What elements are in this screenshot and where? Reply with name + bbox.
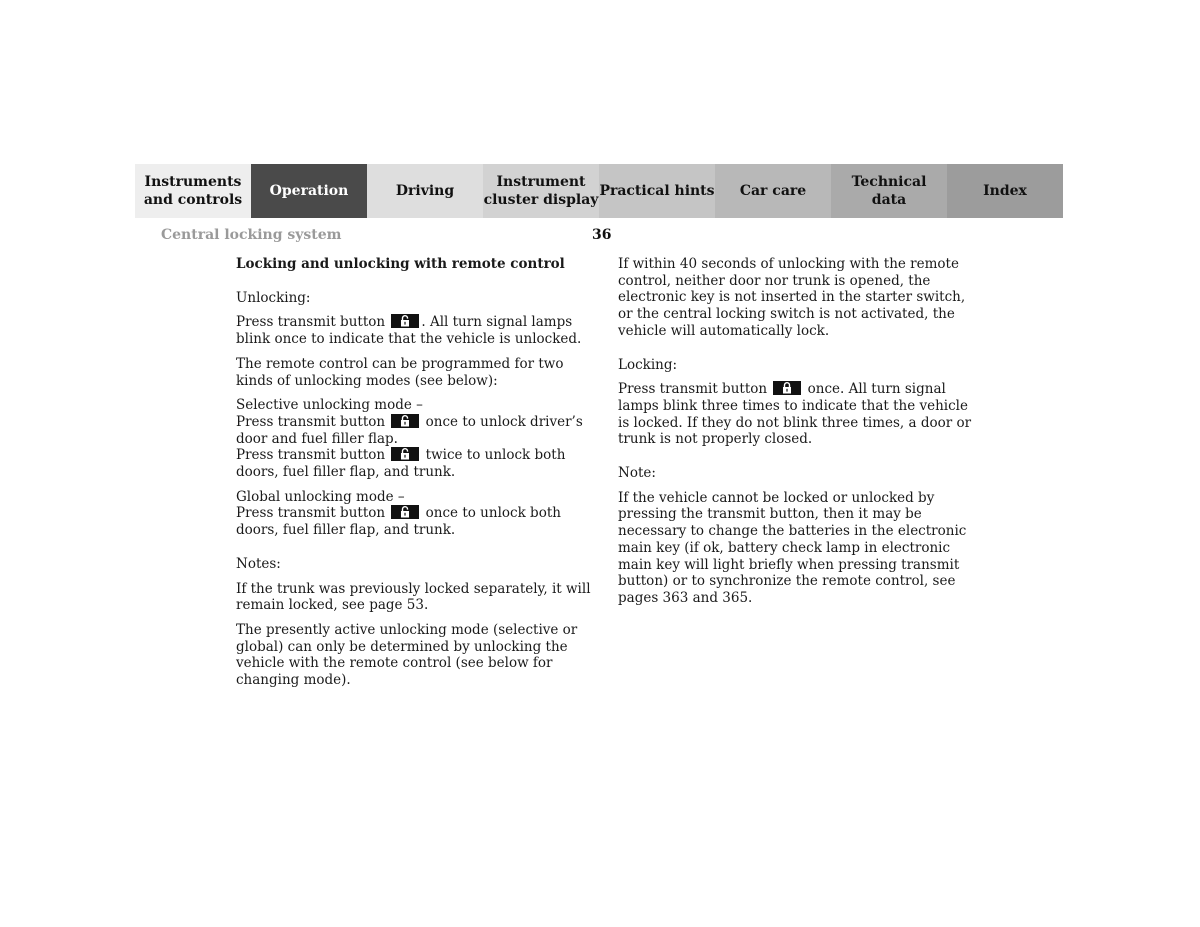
tab-label-line2: and controls [143,192,243,208]
tab-instrument-cluster-display[interactable] [483,164,599,218]
note-text: If the vehicle cannot be locked or unlocked by pressing the transmit button, then it may be necessary to change the batteries in the electronic main key (if ok, battery check lamp in electronic main key will light briefly when pressing transmit button) or to synchronize the remote control, see pages 363 and 365. [618,489,967,606]
unlock-padlock-icon [391,314,419,328]
tab-practical-hints[interactable] [599,164,715,218]
selective-step-2 [236,447,592,480]
instruction-text: . All turn signal lamps blink once to indicate that the vehicle is unlocked. [236,314,582,348]
section-heading: Locking and unlocking with remote control [236,256,565,272]
lock-padlock-icon [773,381,801,395]
note-text: The presently active unlocking mode (selective or global) can only be determined by unlocking the vehicle with the remote control (see below for changing mode). [236,621,578,689]
tab-label-line2: data [871,192,907,208]
left-column [236,256,592,689]
instruction-text: Press transmit button [236,505,386,522]
tab-label-line2: cluster display [483,192,599,208]
global-mode-title: Global unlocking mode – [236,488,405,505]
selective-mode-title: Selective unlocking mode – [236,397,423,414]
tab-label-line1: Instrument [496,174,586,190]
right-column [618,256,974,607]
instruction-text: once to unlock driver’s door and fuel filler flap. [236,413,583,447]
instruction-text: Press transmit button [236,447,386,464]
unlock-padlock-icon [391,447,419,461]
tab-label: Practical hints [599,183,715,199]
note-text: If the trunk was previously locked separately, it will remain locked, see page 53. [236,580,591,614]
modes-intro: The remote control can be programmed for two kinds of unlocking modes (see below): [236,355,564,389]
instruction-text: Press transmit button [236,314,386,331]
instruction-text: twice to unlock both doors, fuel filler flap, and trunk. [236,447,566,481]
selective-step-1 [236,414,592,447]
tab-label-line1: Technical [851,174,927,190]
tab-label: Operation [269,183,349,199]
locking-label: Locking: [618,356,678,373]
unlocking-label: Unlocking: [236,289,311,306]
instruction-text: Press transmit button [618,381,768,398]
tab-label-line1: Instruments [144,174,242,190]
tab-driving[interactable] [367,164,483,218]
tab-operation[interactable] [251,164,367,218]
unlock-instruction [236,314,592,347]
section-tabs [135,164,1065,218]
section-title: Central locking system [161,227,342,243]
instruction-text: once. All turn signal lamps blink three times to indicate that the vehicle is locked. If they do not blink three times, a door or trunk is not properly closed. [618,381,972,448]
unlock-padlock-icon [391,414,419,428]
global-step [236,505,592,538]
lock-instruction [618,381,974,448]
tab-label: Driving [395,183,455,199]
instruction-text: Press transmit button [236,413,386,430]
tab-label: Index [983,183,1027,199]
page-number: 36 [592,227,612,243]
notes-label: Notes: [236,555,281,572]
tab-index[interactable] [947,164,1063,218]
auto-lock-text: If within 40 seconds of unlocking with the remote control, neither door nor trunk is opened, the electronic key is not inserted in the starter switch, or the central locking switch is not activated, the vehicle will automatically lock. [618,256,966,339]
unlock-padlock-icon [391,505,419,519]
tab-technical-data[interactable] [831,164,947,218]
instruction-text: once to unlock both doors, fuel filler flap, and trunk. [236,505,561,539]
tab-instruments-and-controls[interactable] [135,164,251,218]
note-label: Note: [618,465,656,482]
tab-car-care[interactable] [715,164,831,218]
tab-label: Car care [739,183,807,199]
